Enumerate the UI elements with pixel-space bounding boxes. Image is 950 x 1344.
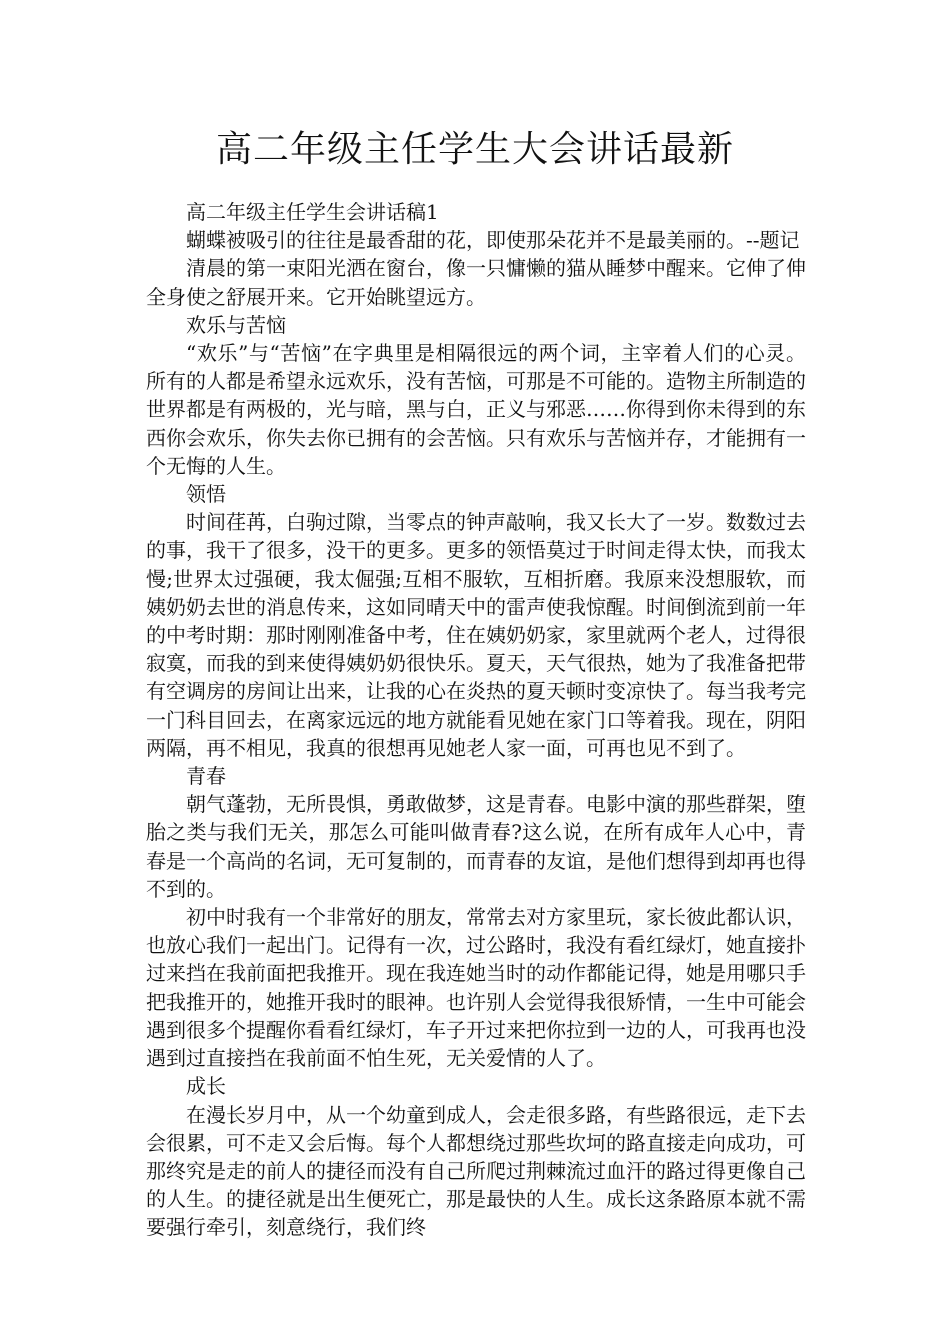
- paragraph: 时间荏苒，白驹过隙，当零点的钟声敲响，我又长大了一岁。数数过去的事，我干了很多，没干的更多。更多的领悟莫过于时间走得太快，而我太慢;世界太过强硬，我太倔强;互相不服软，互相折磨。我原来没想服软，而姨奶奶去世的消息传来，这如同晴天中的雷声使我惊醒。时间倒流到前一年的中考时期：那时刚刚准备中考，住在姨奶奶家，家里就两个老人，过得很寂寞，而我的到来使得姨奶奶很快乐。夏天，天气很热，她为了我准备把带有空调房的房间让出来，让我的心在炎热的夏天顿时变凉快了。每当我考完一门科目回去，在离家远远的地方就能看见她在家门口等着我。现在，阴阳两隔，再不相见，我真的很想再见她老人家一面，可再也见不到了。: [146, 510, 806, 760]
- section-heading: 领悟: [186, 482, 226, 507]
- paragraph: 朝气蓬勃，无所畏惧，勇敢做梦，这是青春。电影中演的那些群架，堕胎之类与我们无关，那怎么可能叫做青春?这么说，在所有成年人心中，青春是一个高尚的名词，无可复制的，而青春的友谊，是他们想得到却再也得不到的。: [146, 792, 806, 901]
- section-heading: 青春: [186, 764, 226, 789]
- paragraph: 初中时我有一个非常好的朋友，常常去对方家里玩，家长彼此都认识，也放心我们一起出门。记得有一次，过公路时，我没有看红绿灯，她直接扑过来挡在我前面把我推开。现在我连她当时的动作都能记得，她是用哪只手把我推开的，她推开我时的眼神。也许别人会觉得我很矫情，一生中可能会遇到很多个提醒你看看红绿灯，车子开过来把你拉到一边的人，可我再也没遇到过直接挡在我前面不怕生死，无关爱情的人了。: [146, 905, 806, 1071]
- section-heading: 成长: [186, 1074, 226, 1099]
- paragraph-subtitle: 高二年级主任学生会讲话稿1: [186, 200, 439, 224]
- document-title: 高二年级主任学生大会讲话最新: [215, 129, 734, 170]
- paragraph: 在漫长岁月中，从一个幼童到成人，会走很多路，有些路很远，走下去会很累，可不走又会后悔。每个人都想绕过那些坎坷的路直接走向成功，可那终究是走的前人的捷径而没有自己所爬过荆棘流过血汗的路过得更像自己的人生。的捷径就是出生便死亡，那是最快的人生。成长这条路原本就不需要强行牵引，刻意绕行，我们终: [146, 1102, 806, 1240]
- section-heading: 欢乐与苦恼: [186, 312, 286, 337]
- paragraph-epigraph: 蝴蝶被吸引的往往是最香甜的花，即使那朵花并不是最美丽的。--题记: [186, 228, 800, 253]
- paragraph: 清晨的第一束阳光洒在窗台，像一只慵懒的猫从睡梦中醒来。它伸了伸全身使之舒展开来。它开始眺望远方。: [146, 256, 806, 309]
- document-body: [146, 198, 806, 1242]
- paragraph: “欢乐”与“苦恼”在字典里是相隔很远的两个词，主宰着人们的心灵。所有的人都是希望永远欢乐，没有苦恼，可那是不可能的。造物主所制造的世界都是有两极的，光与暗，黑与白，正义与邪恶……你得到你未得到的东西你会欢乐，你失去你已拥有的会苦恼。只有欢乐与苦恼并存，才能拥有一个无悔的人生。: [146, 341, 806, 478]
